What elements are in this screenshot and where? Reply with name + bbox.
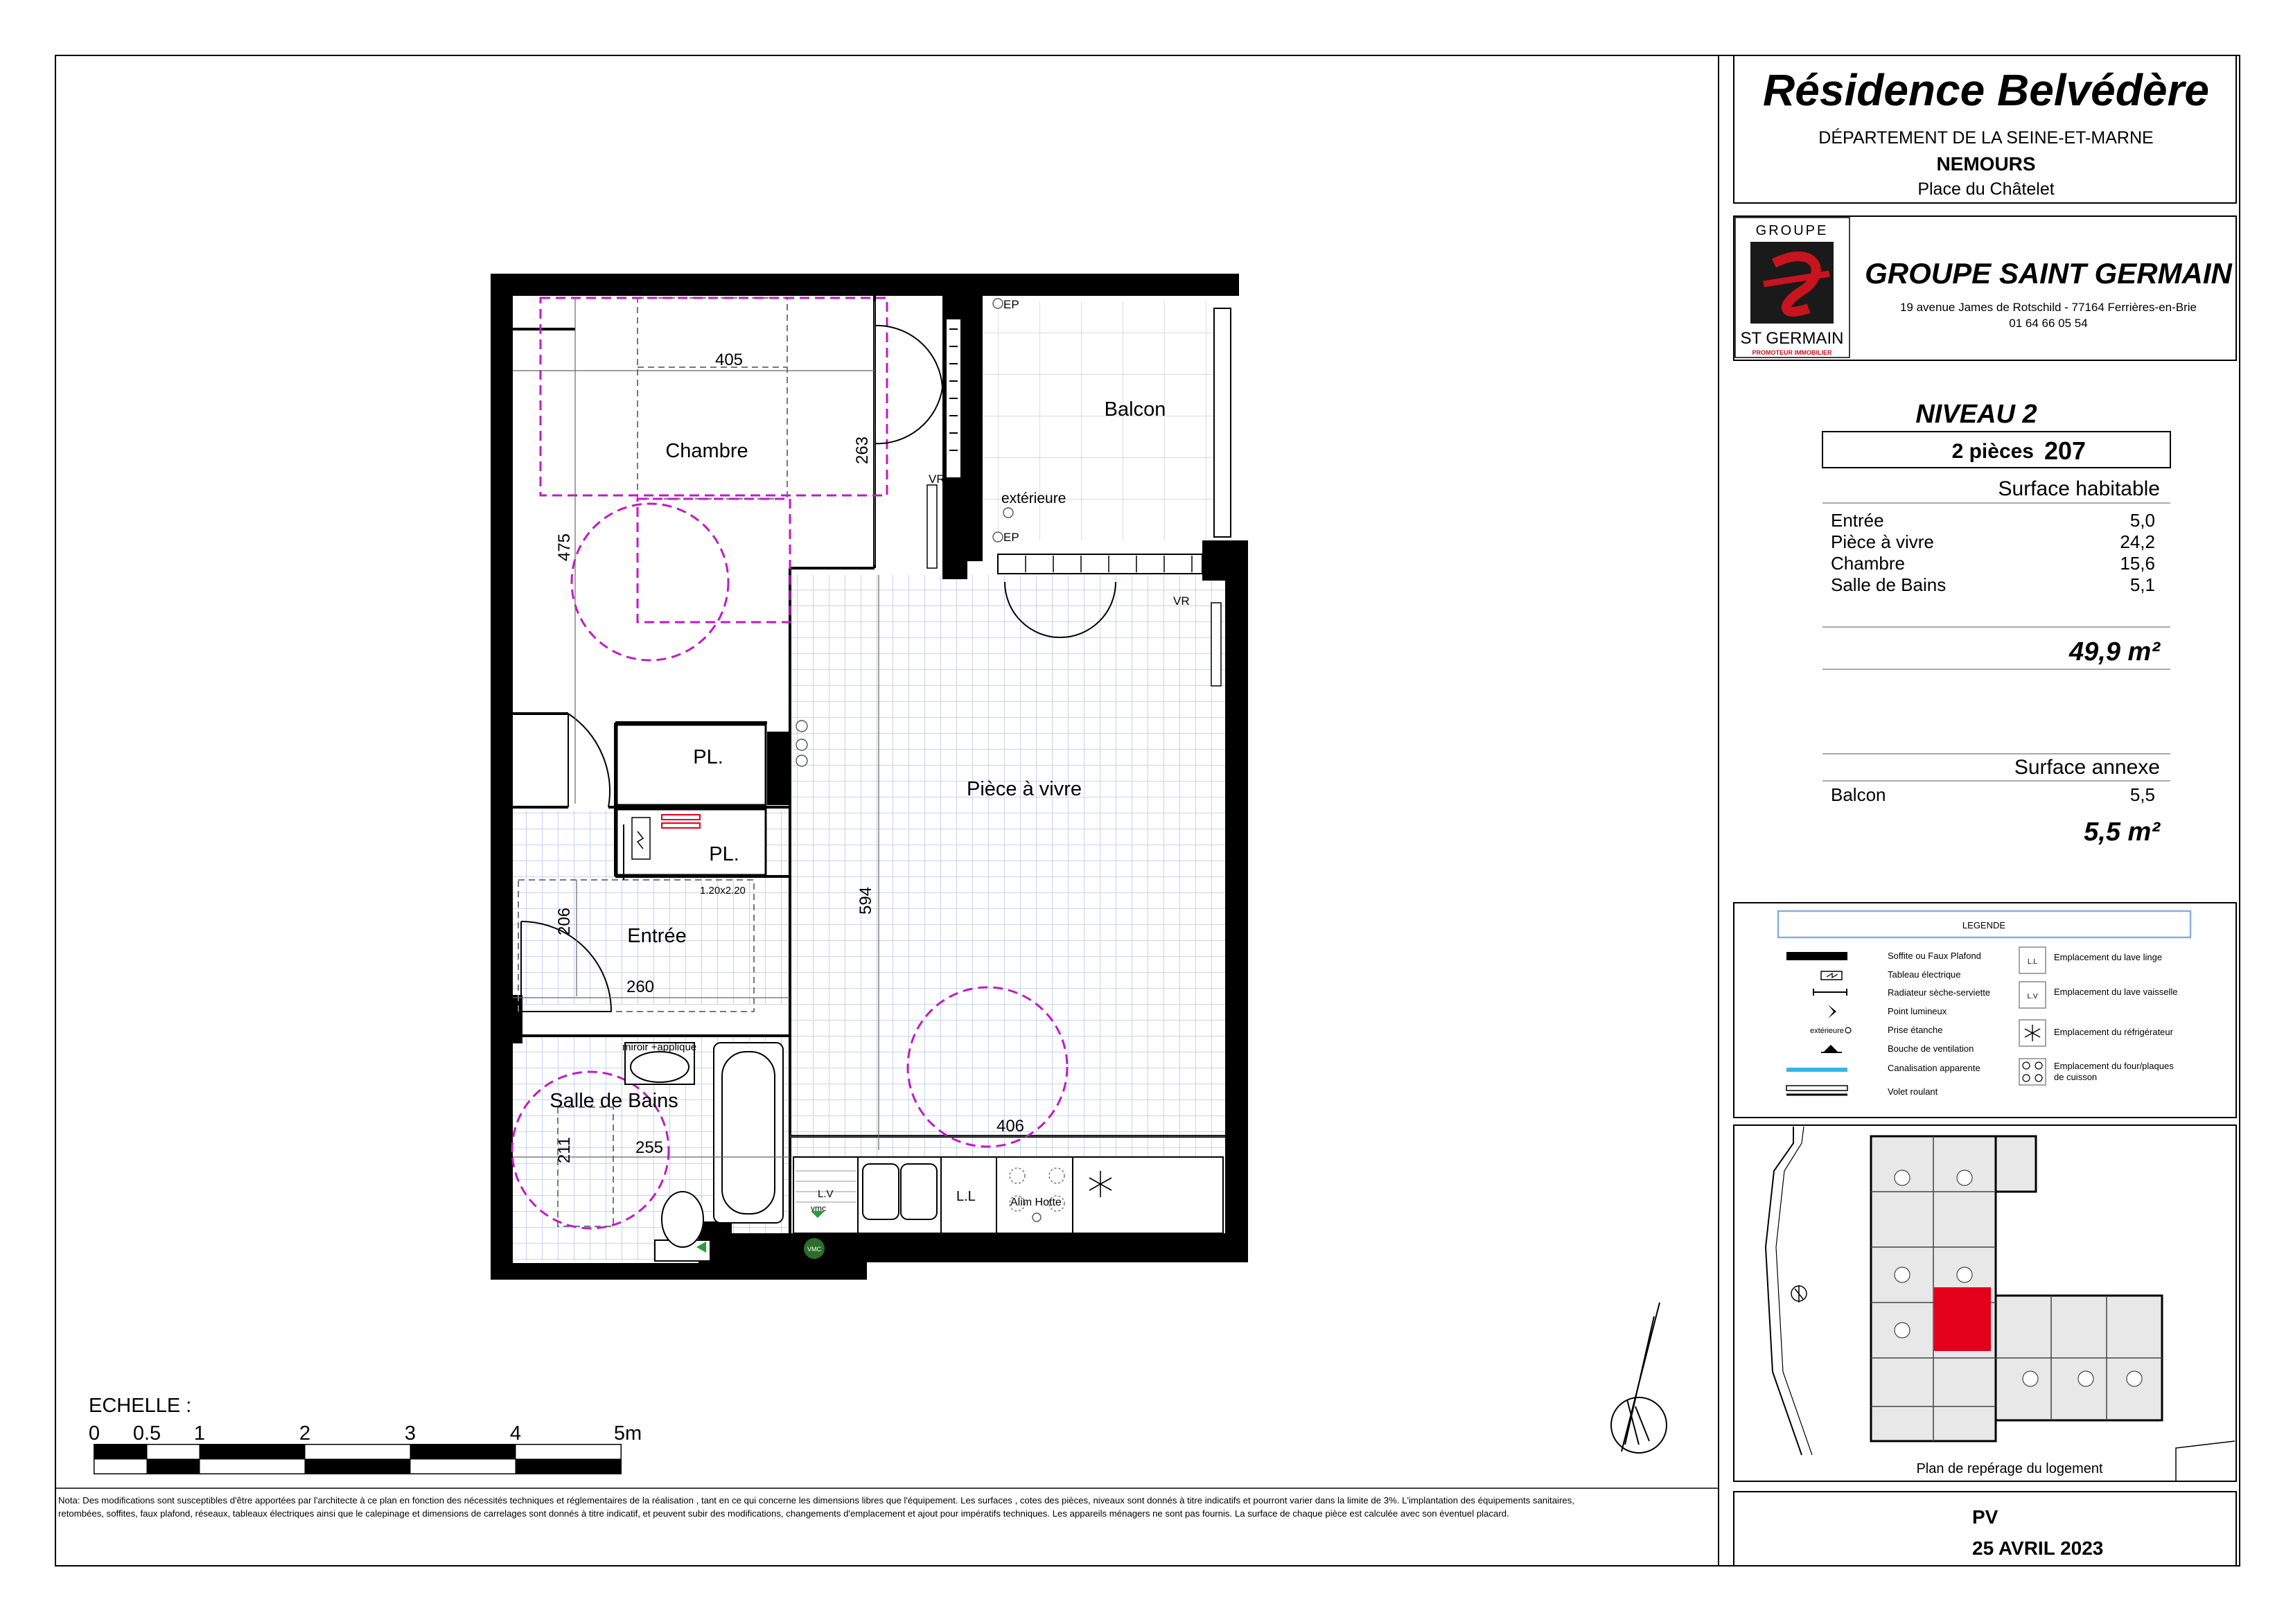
scale-tick-label: 5m <box>613 1422 642 1445</box>
closet1-label: PL. <box>693 746 723 768</box>
svg-text:GROUPE: GROUPE <box>1755 223 1829 238</box>
legend-label: Bouche de ventilation <box>1888 1043 1974 1054</box>
developer-phone: 01 64 66 05 54 <box>2009 317 2088 330</box>
svg-text:extérieure: extérieure <box>1001 491 1066 506</box>
scale-block-top <box>94 1445 147 1459</box>
developer-address: 19 avenue James de Rotschild - 77164 Ferrières-en-Brie <box>1899 301 2197 314</box>
scale-tick-label: 3 <box>404 1422 416 1445</box>
visible-pipe-icon <box>1786 1068 1847 1072</box>
dim-entry-height: 206 <box>555 907 574 936</box>
habitable-room-area: 24,2 <box>2120 531 2155 552</box>
legend-label: Tableau électrique <box>1888 969 1961 980</box>
svg-text:EP: EP <box>1003 531 1019 544</box>
svg-text:1.20x2.20: 1.20x2.20 <box>700 885 746 897</box>
scale-block-top <box>410 1445 516 1459</box>
kitchen-counter <box>793 1157 1223 1233</box>
svg-text:PROMOTEUR IMMOBILIER: PROMOTEUR IMMOBILIER <box>1752 349 1832 356</box>
waterproof-socket-icon <box>1810 1027 1851 1035</box>
soffit-bar-icon <box>1786 952 1847 960</box>
status-block <box>1734 1492 2236 1566</box>
unit-type: 2 pièces <box>1951 440 2034 463</box>
habitable-room-name: Salle de Bains <box>1831 574 1947 595</box>
light-point-icon <box>1828 1005 1836 1018</box>
entry-label: Entrée <box>627 925 687 947</box>
habitable-room-area: 5,0 <box>2129 510 2155 531</box>
floor-plan <box>491 274 1248 1280</box>
legend-label: Soffite ou Faux Plafond <box>1888 951 1981 961</box>
legend-block <box>1734 903 2236 1118</box>
svg-text:VR: VR <box>1173 594 1190 608</box>
level-label: NIVEAU 2 <box>1915 400 2037 429</box>
status-date: 25 AVRIL 2023 <box>1972 1537 2104 1559</box>
habitable-room-area: 5,1 <box>2129 574 2155 595</box>
dim-bath-width: 255 <box>635 1138 664 1157</box>
developer-block <box>1734 216 2236 360</box>
svg-text:vmc: vmc <box>811 1203 826 1213</box>
svg-text:VMC: VMC <box>807 1246 821 1253</box>
note-line-2: retombées, soffites, faux plafond, réseaux, tableaux électriques ainsi que le calepinage et dimensions de carrelages sont donnés à titre indicatif, et peuvent subir des modifications, changements d'emplacement et ajout pour impératifs techniques. Les appareils ménagers ne sont pas fournis. La surface de chaque pièce est calculée avec son éventuel placard. <box>58 1508 1509 1519</box>
svg-text:extérieure: extérieure <box>1810 1027 1844 1035</box>
scale-block-bottom <box>305 1459 410 1474</box>
scale-bar <box>89 1395 642 1474</box>
legend-label: Radiateur sèche-serviette <box>1888 987 1991 998</box>
scale-block-top <box>305 1445 410 1459</box>
annex-room-name: Balcon <box>1831 784 1886 805</box>
dim-bedroom-width: 405 <box>714 351 744 369</box>
roller-shutter-icon <box>1786 1086 1847 1095</box>
electrical-panel-icon <box>1821 971 1842 980</box>
annex-title: Surface annexe <box>2014 756 2160 779</box>
unit-number: 207 <box>2044 436 2086 465</box>
fridge-snowflake-icon <box>1089 1171 1112 1197</box>
habitable-title: Surface habitable <box>1998 477 2160 500</box>
status-code: PV <box>1972 1506 1998 1528</box>
legend-cooktop-line1: Emplacement du four/plaques <box>2054 1061 2174 1071</box>
note-line-1: Nota: Des modifications sont susceptibles d'être apportées par l'architecte à ce plan en fonction des nécessités techniques et réglementaires de la réalisation , tant en ce qui concerne les dimensions libres que l'équipement. Les surfaces , cotes des pièces, niveaux sont donnés à titre indicatifs et pourront varier dans la limite de 3%. L'implantation des équipements sanitaires, <box>58 1495 1574 1506</box>
bedroom-label: Chambre <box>665 440 748 462</box>
svg-text:L.L: L.L <box>956 1189 976 1204</box>
legend-label: Point lumineux <box>1888 1006 1947 1016</box>
dim-bath-height: 211 <box>555 1136 574 1164</box>
scale-block-bottom <box>410 1459 516 1474</box>
legend-label: Prise étanche <box>1888 1025 1943 1035</box>
svg-text:Emplacement du lave vaisselle: Emplacement du lave vaisselle <box>2054 987 2178 997</box>
scale-block-bottom <box>200 1459 305 1474</box>
scale-block-bottom <box>516 1459 621 1474</box>
annex-room-area: 5,5 <box>2129 784 2155 805</box>
legend-cooktop-line2: de cuisson <box>2054 1072 2098 1082</box>
balcony-label: Balcon <box>1104 398 1166 421</box>
unit-highlight <box>1934 1287 1991 1351</box>
legend-label: Canalisation apparente <box>1888 1063 1980 1073</box>
annex-total: 5,5 m² <box>2084 818 2160 847</box>
scale-tick-label: 4 <box>509 1422 522 1445</box>
svg-text:miroir +applique: miroir +applique <box>622 1041 697 1053</box>
svg-text:VR: VR <box>929 473 945 486</box>
bathroom-label: Salle de Bains <box>550 1090 678 1112</box>
towel-radiator-icon <box>1813 989 1847 996</box>
scale-title: ECHELLE : <box>89 1395 192 1417</box>
scale-tick-label: 0.5 <box>132 1422 161 1445</box>
dim-entry-width: 260 <box>626 978 655 996</box>
scale-tick-label: 1 <box>193 1422 206 1445</box>
habitable-room-name: Pièce à vivre <box>1831 531 1934 552</box>
electrical-panel-icon <box>632 818 650 859</box>
building-footprint <box>1871 1136 2162 1441</box>
ventilation-outlet-icon <box>1821 1045 1842 1052</box>
department-text: DÉPARTEMENT DE LA SEINE-ET-MARNE <box>1818 128 2154 148</box>
place-text: Place du Châtelet <box>1917 179 2055 199</box>
dim-bedroom-height: 475 <box>555 533 574 562</box>
scale-ticks <box>89 1422 642 1445</box>
habitable-room-area: 15,6 <box>2120 553 2155 574</box>
svg-text:L.V: L.V <box>2027 993 2038 1000</box>
legend-left-labels <box>1888 951 1990 1097</box>
city-text: NEMOURS <box>1936 153 2036 175</box>
svg-text:L.L: L.L <box>2028 958 2037 966</box>
scale-tick-label: 0 <box>88 1422 100 1445</box>
habitable-room-name: Chambre <box>1831 553 1905 574</box>
annex-rows <box>1831 784 2155 805</box>
dim-bedroom-depth: 263 <box>853 436 872 465</box>
habitable-total: 49,9 m² <box>2069 637 2160 667</box>
developer-logo <box>1735 218 1850 358</box>
title-block <box>1734 55 2236 203</box>
svg-text:EP: EP <box>1003 298 1019 311</box>
site-north-icon <box>1791 1285 1807 1303</box>
scale-block-bottom <box>94 1459 147 1474</box>
scale-block-top <box>147 1445 200 1459</box>
site-plan-caption: Plan de repérage du logement <box>1916 1461 2103 1476</box>
fridge-snowflake-icon <box>2019 1020 2046 1046</box>
svg-text:Alim Hotte: Alim Hotte <box>1010 1197 1062 1208</box>
legend-title: LEGENDE <box>1962 920 2006 930</box>
site-plan-block <box>1734 1125 2236 1481</box>
scale-block-top <box>516 1445 621 1459</box>
bathtub <box>714 1043 783 1223</box>
scale-block-top <box>200 1445 305 1459</box>
unit-block <box>1822 400 2170 847</box>
habitable-rows <box>1831 510 2155 595</box>
habitable-room-name: Entrée <box>1831 510 1884 531</box>
svg-text:Emplacement du lave linge: Emplacement du lave linge <box>2054 952 2163 962</box>
legend-label: Volet roulant <box>1888 1086 1938 1097</box>
project-title: Résidence Belvédère <box>1763 65 2209 115</box>
scale-blocks <box>94 1445 621 1474</box>
cooktop-icon <box>2019 1059 2046 1085</box>
svg-text:L.V: L.V <box>818 1188 834 1200</box>
svg-text:ST GERMAIN: ST GERMAIN <box>1740 329 1844 348</box>
svg-text:Emplacement du réfrigérateur: Emplacement du réfrigérateur <box>2054 1027 2173 1037</box>
north-arrow-icon <box>1611 1303 1667 1453</box>
scale-block-bottom <box>147 1459 200 1474</box>
dim-living-height: 594 <box>856 886 875 915</box>
closet2-label: PL. <box>709 843 739 865</box>
developer-name: GROUPE SAINT GERMAIN <box>1865 257 2232 290</box>
living-tiles <box>790 575 1227 1157</box>
closet-1 <box>617 725 766 805</box>
dim-living-width: 406 <box>996 1117 1025 1136</box>
scale-tick-label: 2 <box>299 1422 311 1445</box>
living-label: Pièce à vivre <box>966 778 1082 800</box>
